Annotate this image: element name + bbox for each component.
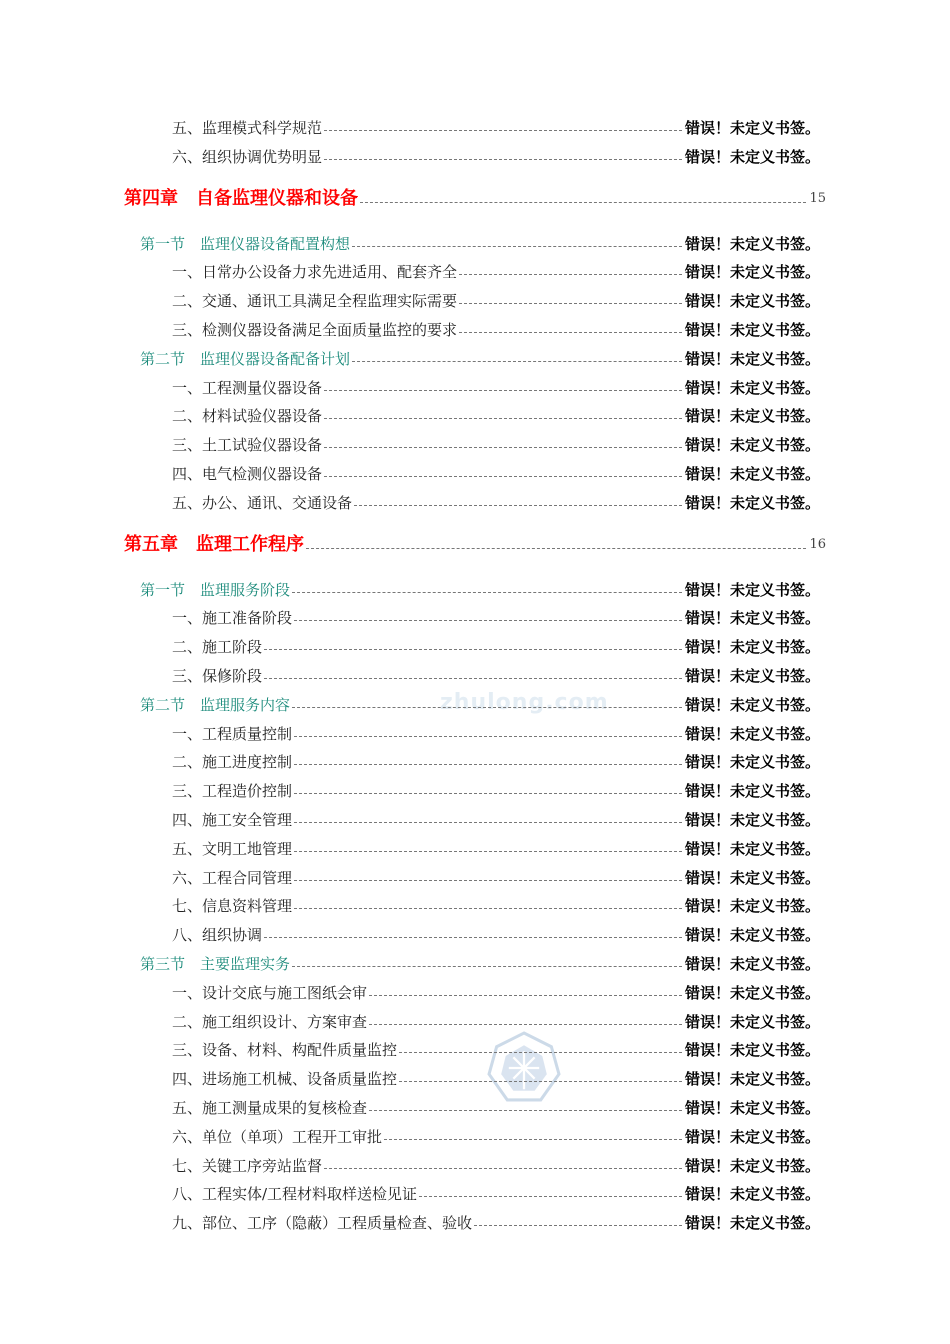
toc-item-title: 一、日常办公设备力求先进适用、配套齐全 [172, 263, 458, 282]
toc-item[interactable] [172, 406, 820, 426]
toc-item[interactable] [172, 262, 820, 282]
toc-item-page: 错误！未定义书签。 [684, 407, 820, 426]
toc-item[interactable] [172, 291, 820, 311]
toc-item-title: 三、检测仪器设备满足全面质量监控的要求 [172, 321, 458, 339]
toc-item-title: 四、施工安全管理 [172, 811, 293, 829]
toc-item[interactable] [172, 896, 820, 916]
toc-item-title: 九、部位、工序（隐蔽）工程质量检查、验收 [172, 1214, 473, 1233]
toc-chapter-page: 15 [809, 190, 826, 206]
toc-leader [294, 908, 682, 909]
toc-leader [324, 390, 682, 391]
toc-item-page: 错误！未定义书签。 [684, 119, 820, 137]
toc-item[interactable] [172, 608, 820, 628]
toc-item[interactable] [172, 724, 820, 744]
toc-leader [474, 1225, 682, 1226]
toc-leader [324, 130, 682, 131]
toc-item[interactable] [172, 493, 820, 513]
toc-item-page: 错误！未定义书签。 [684, 609, 820, 628]
toc-item[interactable] [172, 1127, 820, 1147]
toc-chapter[interactable] [124, 188, 826, 210]
toc-leader [264, 937, 682, 938]
toc-item[interactable] [172, 637, 820, 657]
toc-leader [292, 707, 682, 708]
toc-item-title: 二、施工组织设计、方案审查 [172, 1012, 368, 1031]
toc-item[interactable] [172, 1069, 820, 1089]
toc-leader [292, 592, 682, 593]
toc-section[interactable] [140, 234, 820, 254]
toc-leader [369, 1024, 682, 1025]
toc-section[interactable] [140, 349, 820, 369]
toc-item-title: 八、工程实体/工程材料取样送检见证 [172, 1185, 418, 1204]
toc-item-title: 一、工程测量仪器设备 [172, 378, 323, 397]
toc-leader [324, 476, 682, 477]
toc-item-title: 三、土工试验仪器设备 [172, 436, 323, 455]
toc-item-title: 五、文明工地管理 [172, 839, 293, 858]
toc-item-page: 错误！未定义书签。 [684, 1214, 820, 1233]
toc-item-title: 三、工程造价控制 [172, 782, 293, 801]
toc-leader [294, 620, 682, 621]
toc-leader [399, 1081, 682, 1082]
toc-item-title: 八、组织协调 [172, 926, 263, 945]
toc-item-page: 错误！未定义书签。 [684, 926, 820, 945]
toc-item-title: 七、信息资料管理 [172, 897, 293, 916]
toc-item-page: 错误！未定义书签。 [684, 436, 820, 455]
toc-item[interactable] [172, 810, 820, 830]
toc-item[interactable] [172, 118, 820, 138]
toc-item-title: 二、材料试验仪器设备 [172, 407, 323, 426]
toc-leader [324, 1168, 682, 1169]
toc-item[interactable] [172, 1040, 820, 1060]
toc-section-page: 错误！未定义书签。 [684, 955, 820, 973]
toc-item[interactable] [172, 1012, 820, 1032]
toc-item-title: 七、关键工序旁站监督 [172, 1156, 323, 1175]
toc-item[interactable] [172, 868, 820, 888]
toc-item-title: 五、施工测量成果的复核检查 [172, 1099, 368, 1117]
toc-item-page: 错误！未定义书签。 [684, 292, 820, 311]
toc-section[interactable] [140, 580, 820, 600]
toc-leader [352, 246, 682, 247]
toc-item-title: 一、施工准备阶段 [172, 609, 293, 628]
toc-item-title: 六、组织协调优势明显 [172, 147, 323, 166]
toc-leader [324, 418, 682, 419]
toc-item-page: 错误！未定义书签。 [684, 493, 820, 512]
toc-item-title: 四、进场施工机械、设备质量监控 [172, 1070, 398, 1089]
toc-leader [294, 880, 682, 881]
toc-leader [324, 159, 682, 160]
toc-chapter-title: 第四章 自备监理仪器和设备 [124, 187, 358, 209]
toc-item-page: 错误！未定义书签。 [684, 667, 820, 685]
toc-leader [306, 548, 806, 549]
toc-item-page: 错误！未定义书签。 [684, 465, 820, 483]
toc-item-title: 一、工程质量控制 [172, 724, 293, 743]
toc-section-page: 错误！未定义书签。 [684, 234, 820, 253]
toc-chapter[interactable] [124, 534, 826, 556]
toc-leader [264, 649, 682, 650]
toc-item[interactable] [172, 378, 820, 398]
toc-item-title: 三、保修阶段 [172, 667, 263, 685]
toc-item-title: 五、办公、通讯、交通设备 [172, 493, 353, 512]
toc-item-page: 错误！未定义书签。 [684, 1127, 820, 1146]
toc-item-title: 二、施工阶段 [172, 638, 263, 657]
toc-item-title: 三、设备、材料、构配件质量监控 [172, 1041, 398, 1060]
toc-item[interactable] [172, 752, 820, 772]
toc-item-title: 四、电气检测仪器设备 [172, 465, 323, 483]
toc-item-page: 错误！未定义书签。 [684, 724, 820, 743]
toc-leader [384, 1139, 682, 1140]
toc-item-page: 错误！未定义书签。 [684, 753, 820, 772]
toc-leader [369, 995, 682, 996]
toc-item-page: 错误！未定义书签。 [684, 147, 820, 166]
watermark-text: zhulong.com [440, 690, 609, 715]
toc-item-page: 错误！未定义书签。 [684, 1099, 820, 1117]
toc-section-title: 第二节 监理仪器设备配备计划 [140, 349, 351, 368]
toc-item-page: 错误！未定义书签。 [684, 1070, 820, 1089]
toc-item-page: 错误！未定义书签。 [684, 782, 820, 801]
toc-item[interactable] [172, 1213, 820, 1233]
toc-leader [294, 736, 682, 737]
toc-item[interactable] [172, 983, 820, 1003]
toc-section[interactable] [140, 954, 820, 974]
toc-item[interactable] [172, 839, 820, 859]
toc-item-page: 错误！未定义书签。 [684, 1041, 820, 1060]
toc-item-page: 错误！未定义书签。 [684, 1156, 820, 1175]
toc-leader [294, 851, 682, 852]
toc-leader [324, 447, 682, 448]
toc-section-title: 第三节 主要监理实务 [140, 955, 291, 973]
toc-item-title: 二、交通、通讯工具满足全程监理实际需要 [172, 292, 458, 311]
toc-item-page: 错误！未定义书签。 [684, 811, 820, 829]
toc-item-page: 错误！未定义书签。 [684, 638, 820, 657]
toc-section[interactable] [140, 695, 820, 715]
toc-section-page: 错误！未定义书签。 [684, 695, 820, 714]
toc-section-title: 第二节 监理服务内容 [140, 695, 291, 714]
toc-leader [369, 1110, 682, 1111]
toc-leader [459, 303, 682, 304]
toc-item[interactable] [172, 464, 820, 484]
toc-item-page: 错误！未定义书签。 [684, 263, 820, 282]
toc-section-page: 错误！未定义书签。 [684, 580, 820, 599]
toc-item-page: 错误！未定义书签。 [684, 1185, 820, 1204]
toc-leader [419, 1196, 682, 1197]
toc-item[interactable] [172, 1184, 820, 1204]
toc-leader [354, 505, 682, 506]
toc-item[interactable] [172, 435, 820, 455]
toc-item[interactable] [172, 781, 820, 801]
toc-leader [264, 678, 682, 679]
toc-leader [360, 202, 806, 203]
toc-item-page: 错误！未定义书签。 [684, 868, 820, 887]
toc-item-title: 五、监理模式科学规范 [172, 119, 323, 137]
toc-leader [459, 332, 682, 333]
toc-leader [294, 822, 682, 823]
toc-section-title: 第一节 监理仪器设备配置构想 [140, 234, 351, 253]
toc-leader [294, 793, 682, 794]
toc-item-page: 错误！未定义书签。 [684, 983, 820, 1002]
toc-item[interactable] [172, 147, 820, 167]
toc-item-title: 一、设计交底与施工图纸会审 [172, 983, 368, 1002]
toc-item[interactable] [172, 320, 820, 340]
toc-item-page: 错误！未定义书签。 [684, 839, 820, 858]
toc-item-title: 六、单位（单项）工程开工审批 [172, 1127, 383, 1146]
toc-leader [459, 274, 682, 275]
toc-item[interactable] [172, 1156, 820, 1176]
toc-chapter-page: 16 [809, 536, 826, 552]
toc-item-page: 错误！未定义书签。 [684, 897, 820, 916]
toc-section-title: 第一节 监理服务阶段 [140, 580, 291, 599]
toc-leader [352, 361, 682, 362]
toc-item-title: 六、工程合同管理 [172, 868, 293, 887]
toc-item[interactable] [172, 666, 820, 686]
toc-item-page: 错误！未定义书签。 [684, 378, 820, 397]
toc-leader [399, 1052, 682, 1053]
toc-item-page: 错误！未定义书签。 [684, 321, 820, 339]
toc-leader [292, 966, 682, 967]
toc-item-title: 二、施工进度控制 [172, 753, 293, 772]
toc-leader [294, 764, 682, 765]
toc-item-page: 错误！未定义书签。 [684, 1012, 820, 1031]
toc-chapter-title: 第五章 监理工作程序 [124, 533, 304, 555]
toc-section-page: 错误！未定义书签。 [684, 349, 820, 368]
toc-item[interactable] [172, 925, 820, 945]
toc-item[interactable] [172, 1098, 820, 1118]
